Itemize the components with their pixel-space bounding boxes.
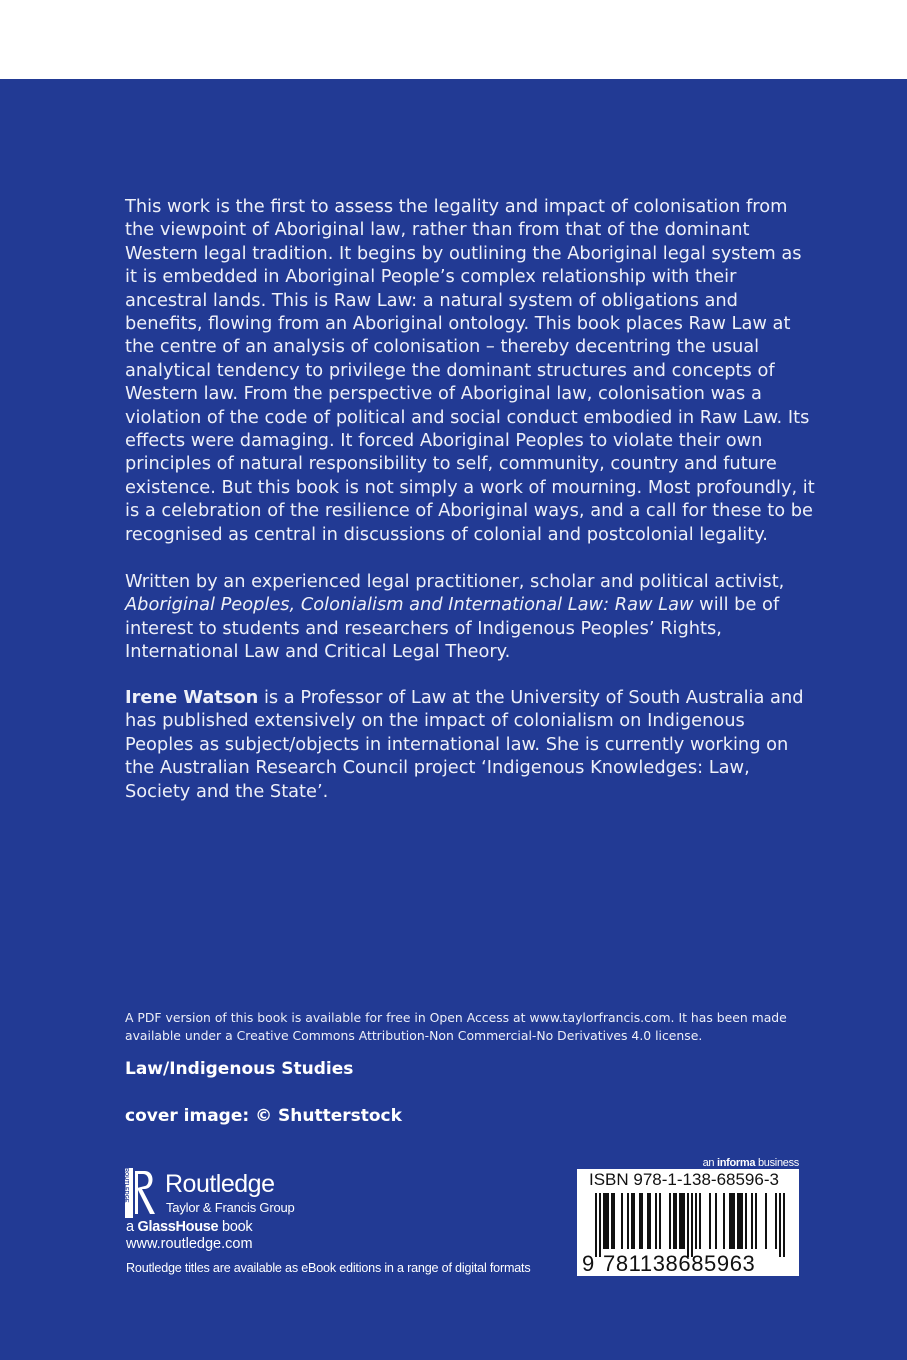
barcode-bar (699, 1193, 701, 1249)
informa-brand: informa (716, 1157, 756, 1169)
barcode-bar (687, 1193, 689, 1257)
barcode-bar (683, 1193, 685, 1249)
barcode-bar (611, 1193, 613, 1249)
barcode-bar (737, 1193, 739, 1249)
barcode-digits: 781138685963 (603, 1251, 756, 1276)
barcode-bar (745, 1193, 747, 1249)
audience-intro: Written by an experienced legal practitioner, scholar and political activist, (125, 571, 785, 592)
open-access-note: A PDF version of this book is available for free in Open Access at www.taylorfrancis.com. It has been made available under a Creative Commons Attribution-Non Commercial-No Derivatives 4.0 license. (125, 1010, 787, 1043)
barcode-bar (649, 1193, 651, 1249)
barcode-bar (659, 1193, 661, 1249)
barcode-bar (633, 1193, 635, 1249)
barcode-bar (639, 1193, 641, 1249)
audience-paragraph (125, 570, 815, 664)
barcode-bar (679, 1193, 681, 1249)
barcode-bar (621, 1193, 623, 1249)
barcode-bar (605, 1193, 607, 1249)
informa-suffix: business (755, 1157, 799, 1169)
imprint-suffix: book (218, 1219, 253, 1235)
barcode-bar (691, 1193, 693, 1257)
barcode-bar (675, 1193, 677, 1249)
routledge-emblem-icon (125, 1168, 159, 1218)
ebook-note: Routledge titles are available as eBook editions in a range of digital formats (126, 1261, 531, 1275)
isbn-label: ISBN 978-1-138-68596-3 (589, 1170, 779, 1189)
barcode-bar (751, 1193, 753, 1249)
barcode-bar (613, 1193, 615, 1249)
book-title-italic: Aboriginal Peoples, Colonialism and International Law: Raw Law (125, 594, 694, 616)
barcode-bar (647, 1193, 649, 1249)
imprint-prefix: a (126, 1219, 138, 1235)
author-name: Irene Watson (125, 687, 259, 708)
imprint-line (126, 1219, 252, 1235)
barcode-bar (755, 1193, 757, 1249)
barcode-bar (779, 1193, 781, 1257)
cover-image-credit: cover image: © Shutterstock (125, 1106, 402, 1126)
barcode-lead-digit: 9 (582, 1251, 595, 1276)
publisher-url: www.routledge.com (126, 1236, 253, 1252)
barcode-bar (715, 1193, 717, 1249)
informa-business-tag (663, 1157, 799, 1169)
barcode-bar (641, 1193, 643, 1249)
barcode-bar (669, 1193, 671, 1249)
informa-prefix: an (702, 1157, 717, 1169)
barcode-bar (631, 1193, 633, 1249)
imprint-name: GlassHouse (137, 1219, 219, 1235)
barcode-bar (733, 1193, 735, 1249)
author-bio: is a Professor of Law at the University of South Australia and has published extensively on the impact of colonialism on Indigenous Peoples as subject/objects in international law. She is currently working on the Australian Research Council project ‘Indigenous Knowledges: Law, Society and the State’. (125, 687, 804, 802)
audience-rest: will be of interest to students and researchers of Indigenous Peoples’ Rights, International Law and Critical Legal Theory. (125, 594, 780, 663)
barcode-bar (681, 1193, 683, 1249)
barcode-bar (673, 1193, 675, 1249)
emblem-text: ROUTLEDGE (123, 1168, 129, 1203)
subject-category: Law/Indigenous Studies (125, 1059, 354, 1079)
barcode-bar (731, 1193, 733, 1249)
barcode-bar (741, 1193, 743, 1249)
barcode-bar (729, 1193, 731, 1249)
author-paragraph (125, 686, 815, 803)
barcode-bar (709, 1193, 711, 1249)
publisher-group: Taylor & Francis Group (166, 1200, 295, 1215)
barcode-bar (595, 1193, 597, 1257)
barcode-bar (739, 1193, 741, 1249)
barcode-bar (603, 1193, 605, 1249)
publisher-name: Routledge (165, 1170, 275, 1198)
description-paragraph: This work is the first to assess the legality and impact of colonisation from the viewpoint of Aboriginal law, rather than from that of the dominant Western legal tradition. It begins by outlining the Aboriginal legal system as it is embedded in Aboriginal People’s complex relationship with their ancestral lands. This is Raw Law: a natural system of obligations and benefits, flowing from an Aboriginal ontology. This book places Raw Law at the centre of an analysis of colonisation – thereby decentring the usual analytical tendency to privilege the dominant structures and concepts of Western law. From the perspective of Aboriginal law, colonisation was a violation of the code of political and social conduct embodied in Raw Law. Its effects were damaging. It forced Aboriginal Peoples to violate their own principles of natural responsibility to self, community, country and future existence. But this book is not simply a work of mourning. Most profoundly, it is a celebration of the resilience of Aboriginal ways, and a call for these to be recognised as central in discussions of colonial and postcolonial legality. (125, 196, 815, 545)
barcode-bar (695, 1193, 697, 1249)
barcode-bar (599, 1193, 601, 1257)
barcode-bar (723, 1193, 725, 1249)
barcode-bar (655, 1193, 657, 1249)
barcode-bar (627, 1193, 629, 1249)
isbn-barcode (577, 1169, 799, 1276)
barcode-bar (775, 1193, 777, 1249)
barcode-bar (783, 1193, 785, 1257)
barcode-bar (765, 1193, 767, 1249)
barcode-bar (607, 1193, 609, 1249)
